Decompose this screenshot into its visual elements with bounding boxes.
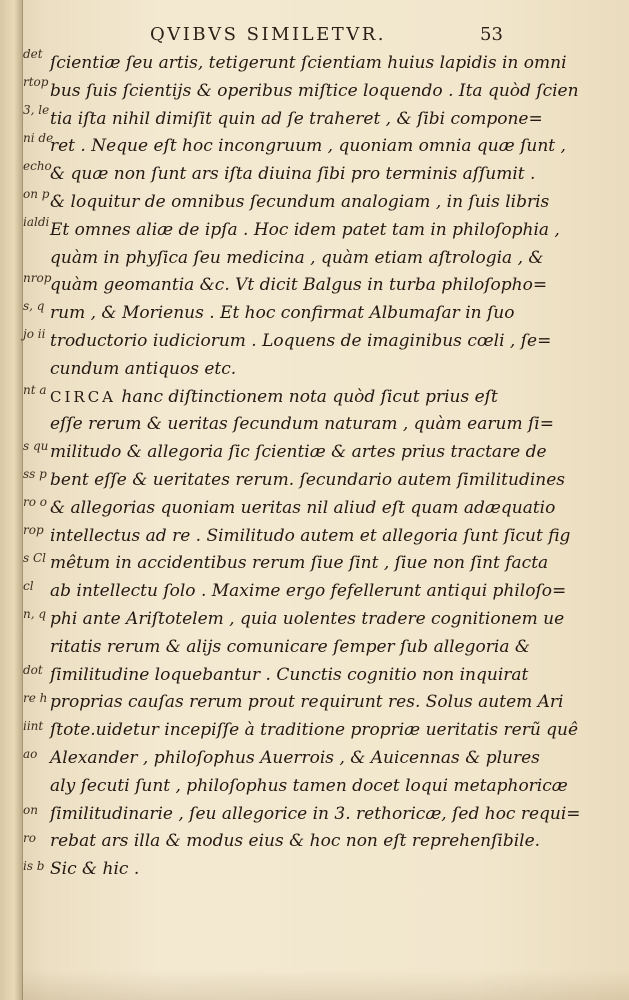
margin-fragment: ao [23, 747, 38, 761]
book-gutter [0, 0, 23, 1000]
page-number: 53 [480, 24, 503, 45]
margin-fragment: ro [23, 831, 36, 845]
text-line: aly ſecuti ſunt , philoſophus tamen docet loqui metaphoricæ [50, 775, 568, 796]
text-line: quàm geomantia &c. Vt dicit Balgus in turba philoſopho= [50, 275, 548, 296]
margin-fragment: det [23, 47, 43, 61]
margin-fragment: s, q [23, 299, 45, 313]
margin-fragment: rop [23, 523, 44, 537]
margin-fragment: dot [23, 663, 43, 677]
margin-fragment: cl [23, 579, 34, 593]
text-line: cundum antiquos etc. [50, 358, 237, 379]
margin-fragment [23, 628, 47, 656]
text-line: eſſe rerum & ueritas ſecundum naturam , quàm earum ſi= [50, 414, 554, 435]
text-line: intellectus ad re . Similitudo autem et allegoria ſunt ſicut fig [50, 525, 571, 546]
margin-fragment: nt a [23, 383, 47, 397]
text-line: ab intellectu ſolo . Maxime ergo fefellerunt antiqui philoſo= [50, 581, 567, 602]
body-text [50, 50, 581, 884]
text-line: phi ante Ariſtotelem , quia uolentes tradere cognitionem ue [50, 608, 565, 629]
margin-fragment [23, 348, 47, 376]
margin-fragment: s qu [23, 439, 49, 453]
facing-page-margin [23, 40, 54, 880]
text-line [50, 384, 542, 412]
text-line: militudo & allegoria ſic ſcientiæ & artes prius tractare de [50, 442, 547, 463]
margin-fragment: ni de [23, 131, 54, 145]
text-line: ſtote.uidetur incepiſſe à traditione propriæ ueritatis rerũ quê [50, 720, 579, 741]
text-line: mêtum in accidentibus rerum ſiue ſint , ſiue non ſint facta [50, 553, 549, 574]
margin-fragment: echo [23, 159, 52, 173]
text-line: quàm in phyſica ſeu medicina , quàm etiam aſtrologia , & [50, 247, 544, 268]
text-line: Et omnes aliæ de ipſa . Hoc idem patet tam in philoſophia , [50, 219, 560, 240]
paragraph-lead-word: CIRCA [50, 387, 117, 406]
margin-fragment: ss p [23, 467, 47, 481]
margin-fragment: n, q [23, 607, 47, 621]
margin-fragment: ro o [23, 495, 47, 509]
margin-fragment: s Cl [23, 551, 46, 565]
text-line: & quæ non ſunt ars iſta diuina ſibi pro terminis aſſumit . [50, 164, 536, 185]
margin-fragment: on p [23, 187, 50, 201]
text-line: & allegorias quoniam ueritas nil aliud eſt quam adæquatio [50, 497, 556, 518]
text-line: & loquitur de omnibus ſecundum analogiam , in ſuis libris [50, 191, 550, 212]
text-line: ret . Neque eſt hoc incongruum , quoniam omnia quæ ſunt , [50, 136, 566, 157]
margin-fragment: rtop [23, 75, 49, 89]
page-edge-shadow [22, 970, 629, 1000]
text-line: proprias cauſas rerum prout requirunt res. Solus autem Ari [50, 692, 564, 713]
margin-fragment: is b [23, 859, 45, 873]
paragraph-2 [50, 384, 581, 884]
text-line: ſimilitudine loquebantur . Cunctis cognitio non inquirat [50, 664, 529, 685]
text-line: bent eſſe & ueritates rerum. ſecundario autem ſimilitudines [50, 469, 566, 490]
margin-fragment: 3, le [23, 103, 50, 117]
text-line: troductorio iudiciorum . Loquens de imaginibus cœli , ſe= [50, 330, 552, 351]
margin-fragment: on [23, 803, 38, 817]
text-line: tia iſta nihil dimiſit quin ad ſe traheret , & ſibi compone= [50, 108, 543, 129]
text-line: rum , & Morienus . Et hoc confirmat Albumaſar in ſuo [50, 303, 515, 324]
margin-fragment: re h [23, 691, 48, 705]
text-line: Sic & hic . [50, 859, 140, 880]
margin-fragment [23, 404, 47, 432]
margin-fragment: nrop [23, 271, 52, 285]
text-line: ſimilitudinarie , ſeu allegorice in 3. rethoricæ, ſed hoc requi= [50, 803, 581, 824]
text-line: bus ſuis ſcientijs & operibus miſtice loquendo . Ita quòd ſcien [50, 80, 579, 101]
margin-fragment: jo ii [23, 327, 46, 341]
margin-fragment: iint [23, 719, 44, 733]
margin-fragment [23, 236, 47, 264]
text-line: ritatis rerum & alijs comunicare ſemper ſub allegoria & [50, 636, 531, 657]
margin-fragment: ialdi [23, 215, 50, 229]
page-header [150, 22, 580, 50]
text-line: Alexander , philoſophus Auerrois , & Auicennas & plures [50, 747, 540, 768]
text-line: ſcientiæ ſeu artis, tetigerunt ſcientiam huius lapidis in omni [50, 53, 567, 73]
margin-fragment [23, 768, 47, 796]
text-line: rebat ars illa & modus eius & hoc non eſt reprehenſibile. [50, 831, 541, 852]
running-title: QVIBVS SIMILETVR. [150, 24, 386, 45]
text-line-rest: hanc diſtinctionem nota quòd ſicut prius eſt [116, 386, 498, 407]
paragraph-1 [50, 50, 579, 384]
